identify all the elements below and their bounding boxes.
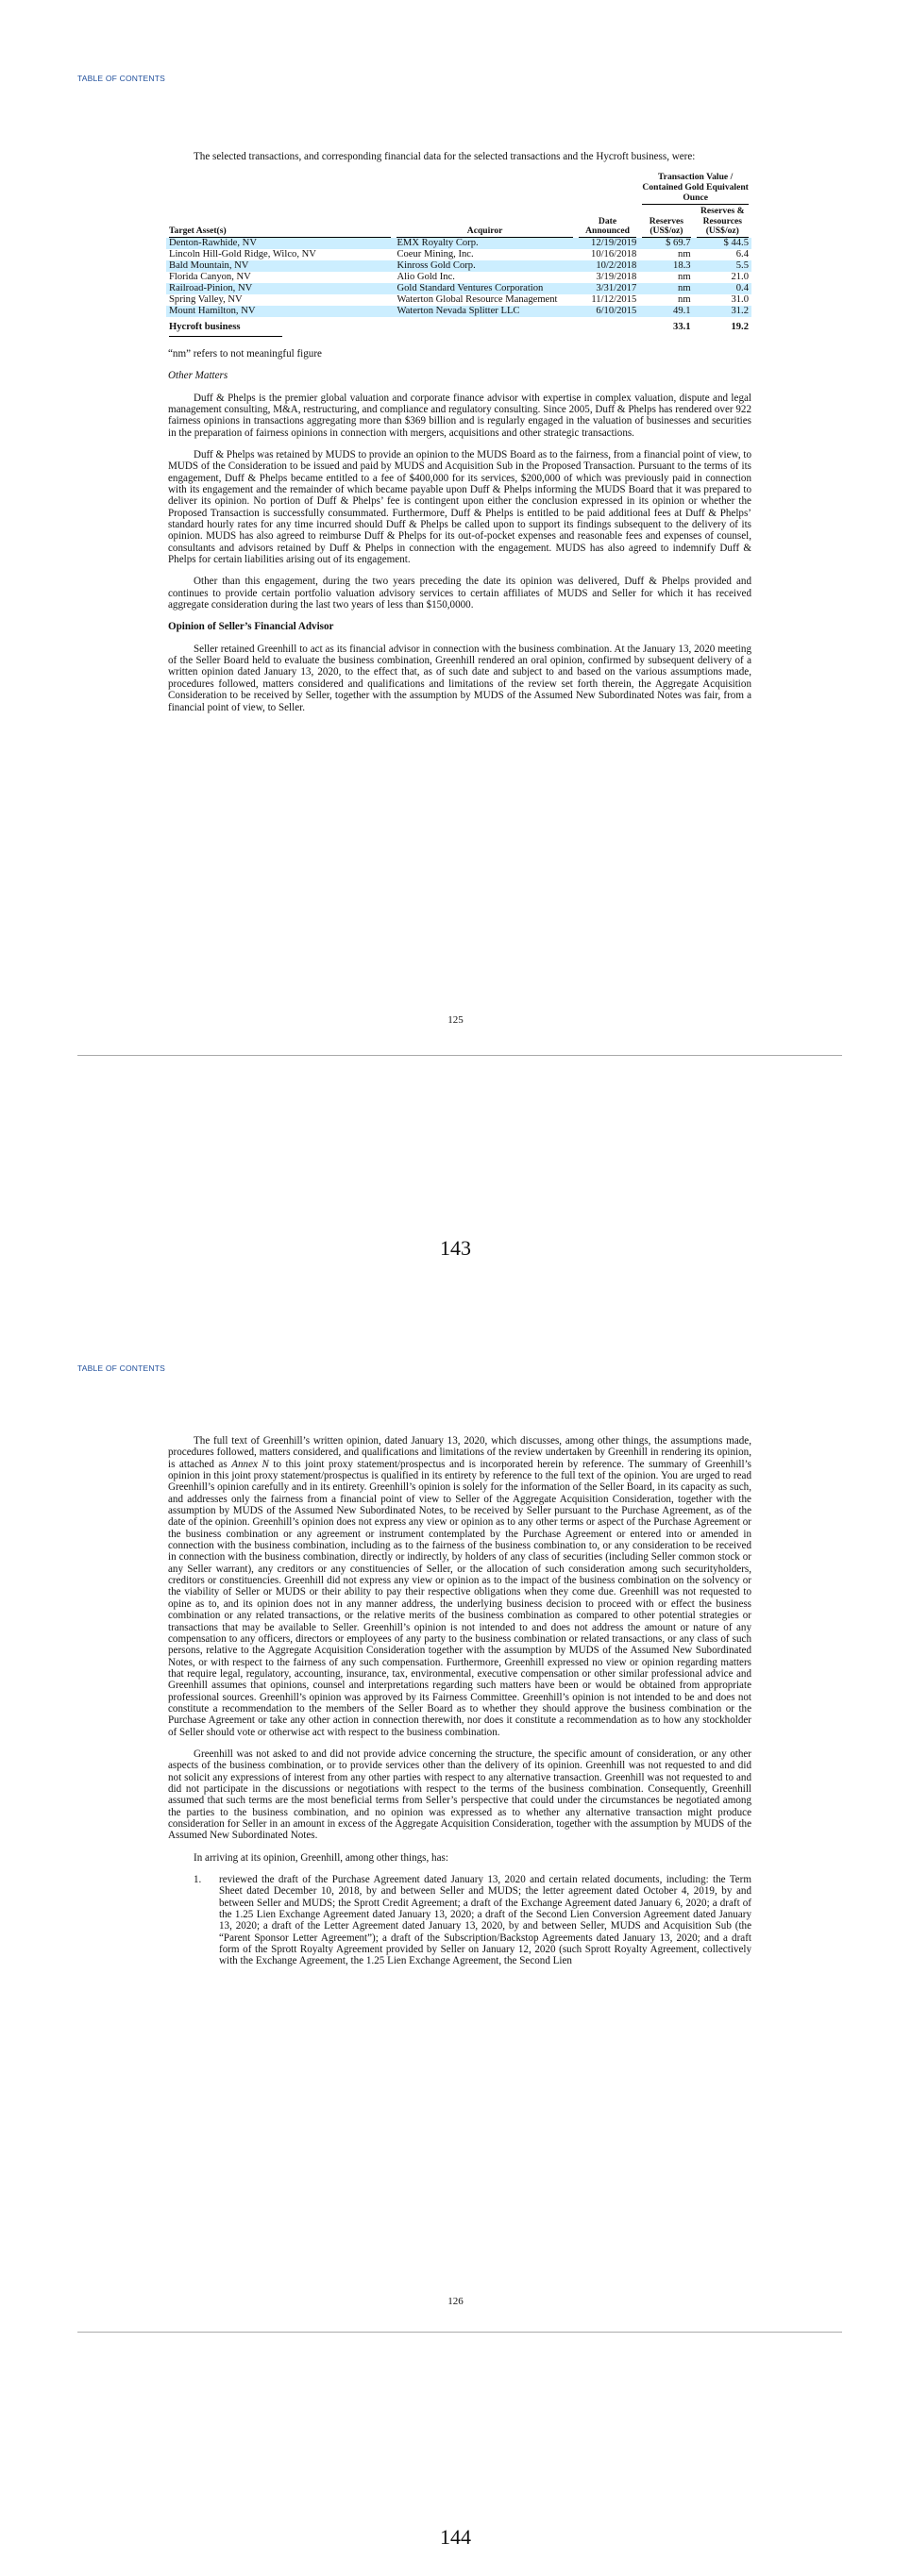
cell-acquiror: Coeur Mining, Inc. xyxy=(396,248,474,259)
cell-acquiror: Gold Standard Ventures Corporation xyxy=(394,283,575,294)
selected-transactions-intro: The selected transactions, and corresponding financial data for the selected transactions and the Hycroft business, were: xyxy=(194,151,696,162)
table-row xyxy=(166,272,751,283)
nm-footnote: “nm” refers to not meaningful figure xyxy=(168,347,322,360)
cell-reserves-resources: 21.0 xyxy=(731,271,749,282)
cell-target: Bald Mountain, NV xyxy=(166,260,394,272)
page-divider-2 xyxy=(77,2332,842,2333)
duff-phelps-paragraph-2: Duff & Phelps was retained by MUDS to provide an opinion to the MUDS Board as to the fairness, from a financial point of view, to MUDS of the Consideration to be issued and paid by MUDS and Acquisition Sub in the Proposed Transaction. Pursuant to the terms of its engagement, Duff & Phelps became entitled to a fee of $400,000 for its services, $200,000 of which was previously paid in connection with its engagement and the remainder of which became payable upon Duff & Phelps informing the MUDS Board that it was prepared to deliver its opinion. No portion of Duff & Phelps’ fee is contingent upon either the conclusion expressed in its opinion or whether the Proposed Transaction is successfully consummated. Furthermore, Duff & Phelps is entitled to be paid additional fees at Duff & Phelps’ standard hourly rates for any time incurred should Duff & Phelps be called upon to support its findings subsequent to the delivery of its opinion. MUDS has also agreed to reimburse Duff & Phelps for its out-of-pocket expenses and reasonable fees and expenses of counsel, consultants and advisors retained by Duff & Phelps in connection with the engagement. MUDS has also agreed to indemnify Duff & Phelps for certain liabilities arising out of its engagement. xyxy=(168,448,751,566)
table-row xyxy=(166,238,751,249)
cell-date: 10/16/2018 xyxy=(591,248,637,259)
cell-reserves: nm xyxy=(678,271,691,282)
cell-reserves-resources: 31.2 xyxy=(694,306,751,317)
total-reserves: 33.1 xyxy=(673,321,691,332)
col-header-date: Date Announced xyxy=(579,217,637,238)
cell-reserves: 49.1 xyxy=(639,306,693,317)
cell-reserves: nm xyxy=(678,293,691,305)
table-row xyxy=(166,249,751,260)
cell-target: Lincoln Hill-Gold Ridge, Wilco, NV xyxy=(169,248,316,259)
greenhill-retention-paragraph: Seller retained Greenhill to act as its financial advisor in connection with the business combination. At the January 13, 2020 meeting of the Seller Board held to evaluate the business combination, Greenhill rendered an oral opinion, confirmed by subsequent delivery of a written opinion dated January 13, 2020, to the effect that, as of such date and subject to and based on the various assumptions made, procedures followed, matters considered and qualifications and limitations of the review set forth therein, the Aggregate Acquisition Consideration to be received by Seller, together with the assumption by MUDS of the Assumed New Subordinated Notes was fair, from a financial point of view, to Seller. xyxy=(168,643,751,713)
cell-acquiror: EMX Royalty Corp. xyxy=(394,238,575,249)
cell-date: 3/31/2017 xyxy=(576,283,640,294)
table-row xyxy=(166,294,751,306)
summary-text-a: The full text of Greenhill’s written opinion, dated January 13, 2020, which discusses, among other things, the assumptions made, procedures followed, matters considered, and qualifications and limitations of the review undertaken by Greenhill in rendering its opinion, is attached as xyxy=(168,1435,751,1470)
cell-acquiror: Alio Gold Inc. xyxy=(396,271,455,282)
table-of-contents-link[interactable]: TABLE OF CONTENTS xyxy=(77,74,165,83)
col-header-target: Target Asset(s) xyxy=(169,226,391,238)
duff-phelps-paragraph-1: Duff & Phelps is the premier global valuation and corporate finance advisor with expertise in complex valuation, dispute and legal management consulting, M&A, restructuring, and compliance and regulatory consulting. Since 2005, Duff & Phelps has rendered over 922 fairness opinions in transactions aggregating more than $369 billion and is regularly engaged in the valuation of businesses and securities in the preparation of fairness opinions in connection with mergers, acquisitions and other strategic transactions. xyxy=(168,392,751,439)
cell-reserves-resources: $ 44.5 xyxy=(694,238,751,249)
table-body xyxy=(166,238,751,317)
cell-target: Florida Canyon, NV xyxy=(169,271,251,282)
col-header-acquiror: Acquiror xyxy=(396,226,572,238)
viewer-page-number-143: 143 xyxy=(440,1236,471,1260)
table-of-contents-link-2[interactable]: TABLE OF CONTENTS xyxy=(77,1363,165,1373)
viewer-page-number-144: 144 xyxy=(440,2525,471,2549)
cell-reserves: nm xyxy=(678,248,691,259)
cell-reserves: nm xyxy=(639,283,693,294)
cell-target: Mount Hamilton, NV xyxy=(166,306,394,317)
cell-date: 11/12/2015 xyxy=(591,293,637,305)
col-header-reserves: Reserves (US$/oz) xyxy=(642,217,690,238)
cell-date: 6/10/2015 xyxy=(576,306,640,317)
cell-acquiror: Waterton Nevada Splitter LLC xyxy=(394,306,575,317)
summary-text-b: to this joint proxy statement/prospectus and is incorporated herein by reference. The summary of Greenhill’s opinion in this joint proxy statement/prospectus is qualified in its entirety by reference to the full text of the opinion. You are urged to read Greenhill’s opinion carefully and in its entirety. Greenhill’s opinion is solely for the information of the Seller Board, in its capacity as such, and addresses only the fairness from a financial point of view to Seller of the Aggregate Acquisition Consideration, together with the assumption by MUDS of the Assumed New Subordinated Notes, to be received by Seller pursuant to the Purchase Agreement, as of the date of the opinion. Greenhill’s opinion does not express any view or opinion as to any other terms or aspect of the Purchase Agreement or the business combination or any agreement or instrument contemplated by the Purchase Agreement or entered into or amended in connection with the business combination, including as to the fairness of the business combination to, or any consideration to be received in connection with the business combination, directly or indirectly, by holders of any class of securities (including Seller common stock or any Seller warrant), any creditors or any constituencies of Seller, or the allocation of such consideration among such securityholders, creditors or constituencies. Greenhill did not express any view or opinion as to the impact of the business combination on the solvency or the viability of Seller or MUDS or their ability to pay their respective obligations when they come due. Greenhill was not requested to opine as to, and its opinion does not in any manner address, the underlying business decision to proceed with or effect the business combination or any related transactions, or the relative merits of the business combination as compared to other potential strategies or transactions that may be available to Seller. Greenhill’s opinion is not intended to and does not address the amount or nature of any compensation to any officers, directors or employees of any party to the business combination or related transactions, or any class of such persons, relative to the Aggregate Acquisition Consideration together with the assumption by MUDS of the Assumed New Subordinated Notes, or with respect to the fairness of any such compensation. Furthermore, Greenhill expressed no view or opinion regarding matters that require legal, regulatory, accounting, insurance, tax, environmental, executive compensation or other similar professional advice and Greenhill assumes that opinions, counsel and interpretations regarding such matters have been or would be obtained from appropriate professional sources. Greenhill’s opinion was approved by its Fairness Committee. Greenhill’s opinion is not intended to be and does not constitute a recommendation to the members of the Seller Board as to whether they should approve the business combination or the Purchase Agreement or take any other action in connection therewith, nor does it constitute a recommendation as to how any stockholder of Seller should vote or otherwise act with respect to the business combination. xyxy=(168,1458,751,1738)
list-item-number: 1. xyxy=(194,1874,202,1886)
cell-date: 12/19/2019 xyxy=(576,238,640,249)
table-row xyxy=(166,306,751,317)
cell-reserves-resources: 5.5 xyxy=(694,260,751,272)
total-label: Hycroft business xyxy=(169,321,241,332)
table-group-header-row xyxy=(166,173,751,207)
cell-date: 3/19/2018 xyxy=(596,271,637,282)
greenhill-opinion-summary-paragraph xyxy=(168,1435,751,1738)
cell-reserves: 18.3 xyxy=(639,260,693,272)
page-126-body xyxy=(168,1435,751,1967)
duff-phelps-paragraph-3: Other than this engagement, during the two years preceding the date its opinion was delivered, Duff & Phelps provided and continues to provide certain portfolio valuation advisory services to certain affiliates of MUDS and Seller for which it has received aggregate consideration during the last two years of less than $150,0000. xyxy=(168,576,751,611)
cell-date: 10/2/2018 xyxy=(576,260,640,272)
annex-reference: Annex N xyxy=(231,1458,269,1470)
cell-reserves: $ 69.7 xyxy=(639,238,693,249)
selected-transactions-table xyxy=(166,173,751,337)
list-item-text: reviewed the draft of the Purchase Agreement dated January 13, 2020 and certain related documents, including: the Term Sheet dated December 10, 2018, by and between Seller and MUDS; the letter agreement dated October 4, 2019, by and between Seller and MUDS; the Sprott Credit Agreement; a draft of the Exchange Agreement dated January 6, 2020; a draft of the 1.25 Lien Exchange Agreement dated January 13, 2020; a draft of the Second Lien Conversion Agreement dated January 13, 2020; a draft of the Letter Agreement dated January 13, 2020, by and between Seller, MUDS and Acquisition Sub (the “Parent Sponsor Letter Agreement”); a draft of the Subscription/Backstop Agreements dated January 13, 2020; and a draft form of the Sprott Royalty Agreement provided by Seller on January 12, 2020 (such Sprott Royalty Agreement, collectively with the Exchange Agreement, the 1.25 Lien Exchange Agreement, the Second Lien xyxy=(219,1874,751,1967)
cell-target: Denton-Rawhide, NV xyxy=(166,238,394,249)
opinion-heading: Opinion of Seller’s Financial Advisor xyxy=(168,621,334,633)
table-row xyxy=(166,283,751,294)
greenhill-scope-paragraph: Greenhill was not asked to and did not provide advice concerning the structure, the specific amount of consideration, or any other aspects of the business combination, or to provide services other than the delivery of its opinion. Greenhill was not requested to and did not solicit any expressions of interest from any other parties with respect to any alternative transaction. Greenhill was not requested to and did not participate in the discussions or negotiations with respect to the terms of the business combination. Consequently, Greenhill assumed that such terms are the most beneficial terms from Seller’s perspective that could under the circumstances be negotiated among the parties to the business combination, and no opinion was expressed as to whether any alternative transaction might produce consideration for Seller in an amount in excess of the Aggregate Acquisition Consideration, together with the assumption by MUDS of the Assumed New Subordinated Notes. xyxy=(168,1748,751,1842)
page-number-126: 126 xyxy=(447,2296,464,2307)
cell-reserves-resources: 31.0 xyxy=(731,293,749,305)
table-row xyxy=(166,260,751,272)
cell-reserves-resources: 0.4 xyxy=(694,283,751,294)
page-125-body xyxy=(168,151,751,724)
cell-reserves-resources: 6.4 xyxy=(735,248,749,259)
greenhill-procedures-intro: In arriving at its opinion, Greenhill, among other things, has: xyxy=(194,1851,448,1864)
other-matters-heading: Other Matters xyxy=(168,370,228,382)
page-divider xyxy=(77,1055,842,1056)
transaction-value-group-header: Transaction Value / Contained Gold Equivalent Ounce xyxy=(642,173,749,205)
cell-acquiror: Kinross Gold Corp. xyxy=(394,260,575,272)
table-header-row xyxy=(166,207,751,238)
page-number-125: 125 xyxy=(447,1014,464,1026)
cell-acquiror: Waterton Global Resource Management xyxy=(396,293,558,305)
col-header-reserves-resources: Reserves & Resources (US$/oz) xyxy=(697,207,749,238)
list-item xyxy=(194,1874,751,1967)
cell-target: Spring Valley, NV xyxy=(169,293,243,305)
greenhill-procedures-list xyxy=(168,1874,751,1967)
table-total-row xyxy=(166,317,751,337)
total-reserves-resources: 19.2 xyxy=(731,321,749,332)
cell-target: Railroad-Pinion, NV xyxy=(166,283,394,294)
